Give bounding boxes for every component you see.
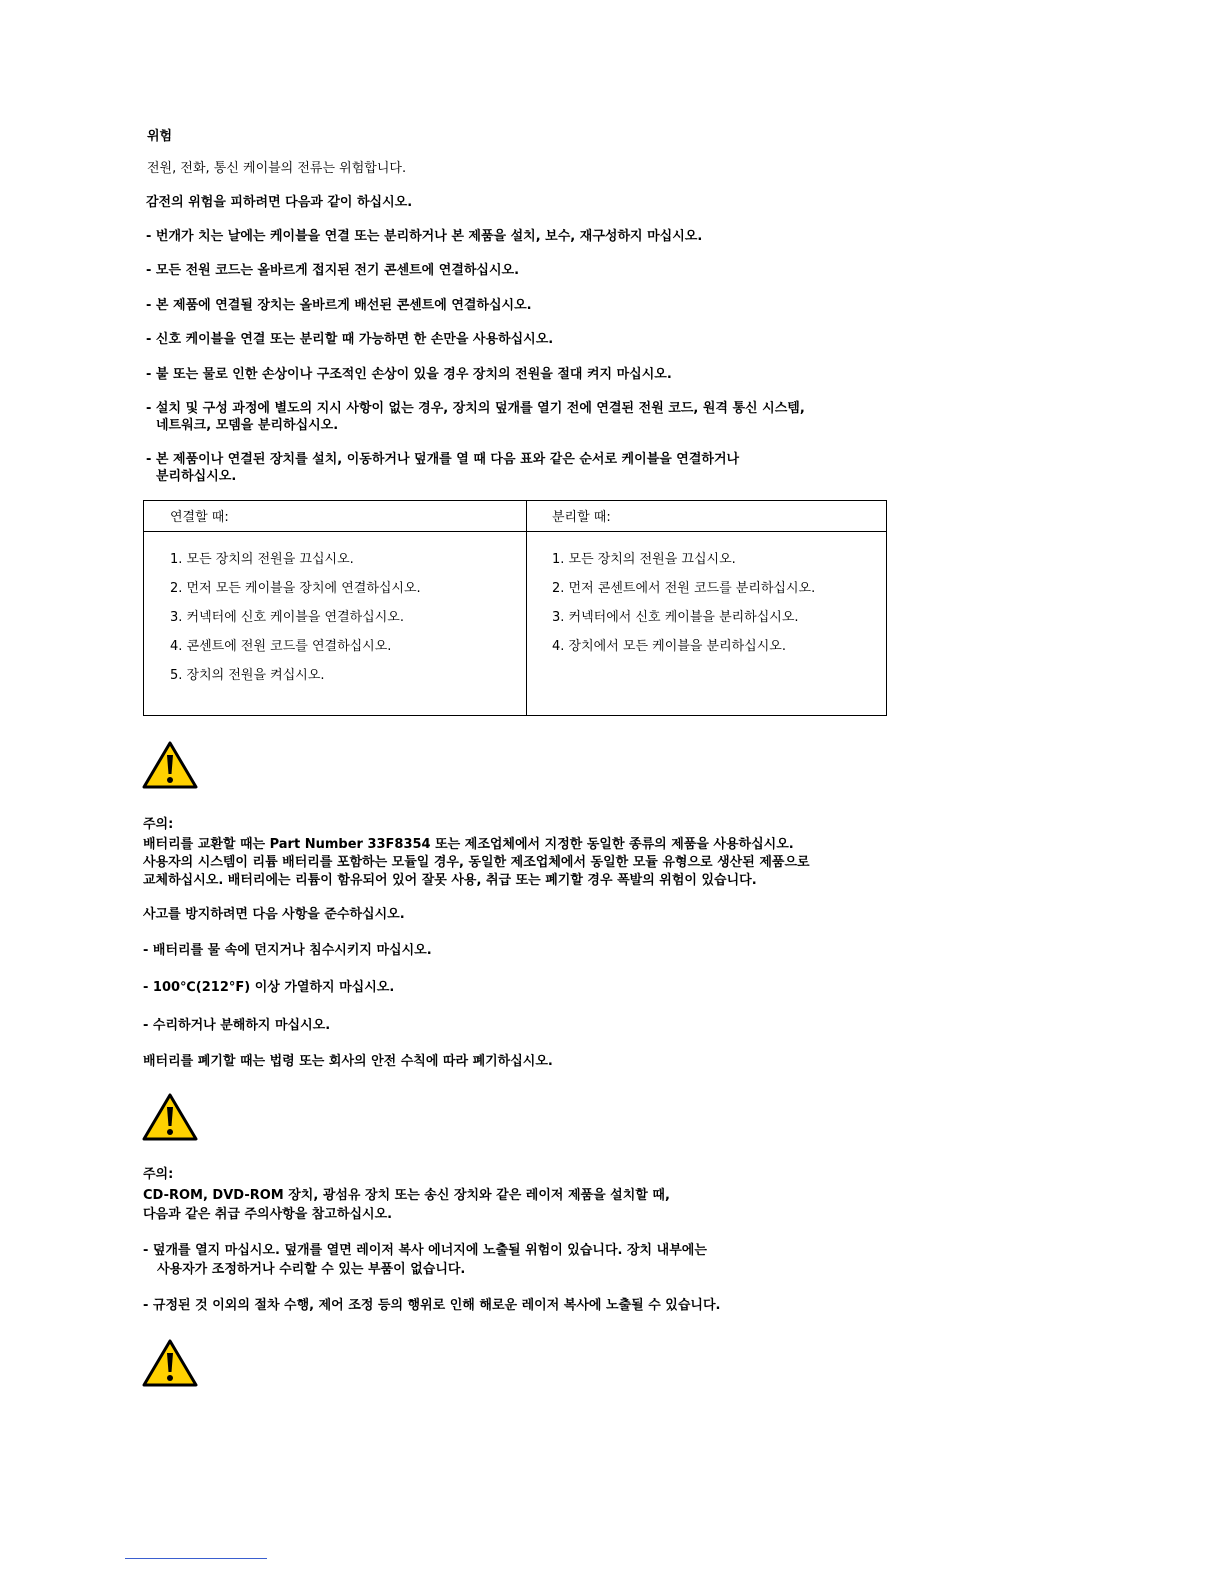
danger-bullet: - 불 또는 물로 인한 손상이나 구조적인 손상이 있을 경우 장치의 전원을 절대 켜지 마십시오. bbox=[146, 367, 672, 382]
laser-text: 다음과 같은 취급 주의사항을 참고하십시오. bbox=[143, 1207, 393, 1222]
disconnect-step: 2. 먼저 콘센트에서 전원 코드를 분리하십시오. bbox=[552, 581, 816, 596]
laser-text: CD-ROM, DVD-ROM 장치, 광섬유 장치 또는 송신 장치와 같은 레이저 제품을 설치할 때, bbox=[143, 1188, 670, 1203]
connect-step: 5. 장치의 전원을 켜십시오. bbox=[170, 668, 325, 683]
disconnect-column-header: 분리할 때: bbox=[527, 501, 887, 532]
battery-bullet: - 배터리를 물 속에 던지거나 침수시키지 마십시오. bbox=[143, 943, 432, 958]
danger-intro: 전원, 전화, 통신 케이블의 전류는 위험합니다. bbox=[147, 161, 407, 176]
battery-text: 교체하십시오. 배터리에는 리튬이 함유되어 있어 잘못 사용, 취급 또는 폐기할 경우 폭발의 위험이 있습니다. bbox=[143, 873, 757, 888]
warning-triangle-icon bbox=[141, 740, 199, 790]
danger-heading: 위험 bbox=[147, 129, 173, 144]
laser-bullet-continuation: 사용자가 조정하거나 수리할 수 있는 부품이 없습니다. bbox=[157, 1262, 466, 1277]
danger-avoid-text: 감전의 위험을 피하려면 다음과 같이 하십시오. bbox=[146, 195, 413, 210]
connect-steps-list bbox=[144, 532, 526, 696]
battery-bullet: - 100℃(212°F) 이상 가열하지 마십시오. bbox=[143, 980, 395, 995]
battery-text: 사용자의 시스템이 리튬 배터리를 포함하는 모듈일 경우, 동일한 제조업체에서 동일한 모듈 유형으로 생산된 제품으로 bbox=[143, 855, 810, 870]
cable-order-table bbox=[143, 500, 887, 716]
danger-bullet-continuation: 네트워크, 모뎀을 분리하십시오. bbox=[156, 418, 339, 433]
disconnect-step: 3. 커넥터에서 신호 케이블을 분리하십시오. bbox=[552, 610, 799, 625]
danger-bullet: - 신호 케이블을 연결 또는 분리할 때 가능하면 한 손만을 사용하십시오. bbox=[146, 332, 554, 347]
connect-step: 2. 먼저 모든 케이블을 장치에 연결하십시오. bbox=[170, 581, 421, 596]
laser-bullet: - 덮개를 열지 마십시오. 덮개를 열면 레이저 복사 에너지에 노출될 위험이 있습니다. 장치 내부에는 bbox=[143, 1243, 707, 1258]
danger-bullet: - 본 제품에 연결될 장치는 올바르게 배선된 콘센트에 연결하십시오. bbox=[146, 298, 532, 313]
battery-bullet: - 수리하거나 분해하지 마십시오. bbox=[143, 1018, 331, 1033]
battery-caution-label: 주의: bbox=[143, 817, 174, 832]
battery-prevent-text: 사고를 방지하려면 다음 사항을 준수하십시오. bbox=[143, 907, 405, 922]
battery-text: 배터리를 교환할 때는 Part Number 33F8354 또는 제조업체에서 지정한 동일한 종류의 제품을 사용하십시오. bbox=[143, 837, 794, 852]
connect-step: 3. 커넥터에 신호 케이블을 연결하십시오. bbox=[170, 610, 404, 625]
disconnect-steps-cell bbox=[527, 532, 887, 716]
connect-column-header: 연결할 때: bbox=[144, 501, 527, 532]
laser-caution-label: 주의: bbox=[143, 1167, 174, 1182]
warning-triangle-icon bbox=[141, 1338, 199, 1388]
connect-steps-cell bbox=[144, 532, 527, 716]
connect-step: 1. 모든 장치의 전원을 끄십시오. bbox=[170, 552, 354, 567]
warning-triangle-icon bbox=[141, 1092, 199, 1142]
danger-bullet: - 번개가 치는 날에는 케이블을 연결 또는 분리하거나 본 제품을 설치, 보수, 재구성하지 마십시오. bbox=[146, 229, 703, 244]
disconnect-step: 1. 모든 장치의 전원을 끄십시오. bbox=[552, 552, 736, 567]
danger-bullet: - 본 제품이나 연결된 장치를 설치, 이동하거나 덮개를 열 때 다음 표와 같은 순서로 케이블을 연결하거나 bbox=[146, 452, 740, 467]
danger-bullet: - 모든 전원 코드는 올바르게 접지된 전기 콘센트에 연결하십시오. bbox=[146, 263, 520, 278]
disconnect-step: 4. 장치에서 모든 케이블을 분리하십시오. bbox=[552, 639, 786, 654]
connect-step: 4. 콘센트에 전원 코드를 연결하십시오. bbox=[170, 639, 392, 654]
battery-dispose-text: 배터리를 폐기할 때는 법령 또는 회사의 안전 수칙에 따라 폐기하십시오. bbox=[143, 1054, 553, 1069]
laser-bullet: - 규정된 것 이외의 절차 수행, 제어 조정 등의 행위로 인해 해로운 레이저 복사에 노출될 수 있습니다. bbox=[143, 1298, 721, 1313]
danger-bullet: - 설치 및 구성 과정에 별도의 지시 사항이 없는 경우, 장치의 덮개를 열기 전에 연결된 전원 코드, 원격 통신 시스템, bbox=[146, 401, 805, 416]
disconnect-steps-list bbox=[527, 532, 886, 667]
danger-bullet-continuation: 분리하십시오. bbox=[156, 469, 237, 484]
footer-divider bbox=[125, 1558, 267, 1559]
